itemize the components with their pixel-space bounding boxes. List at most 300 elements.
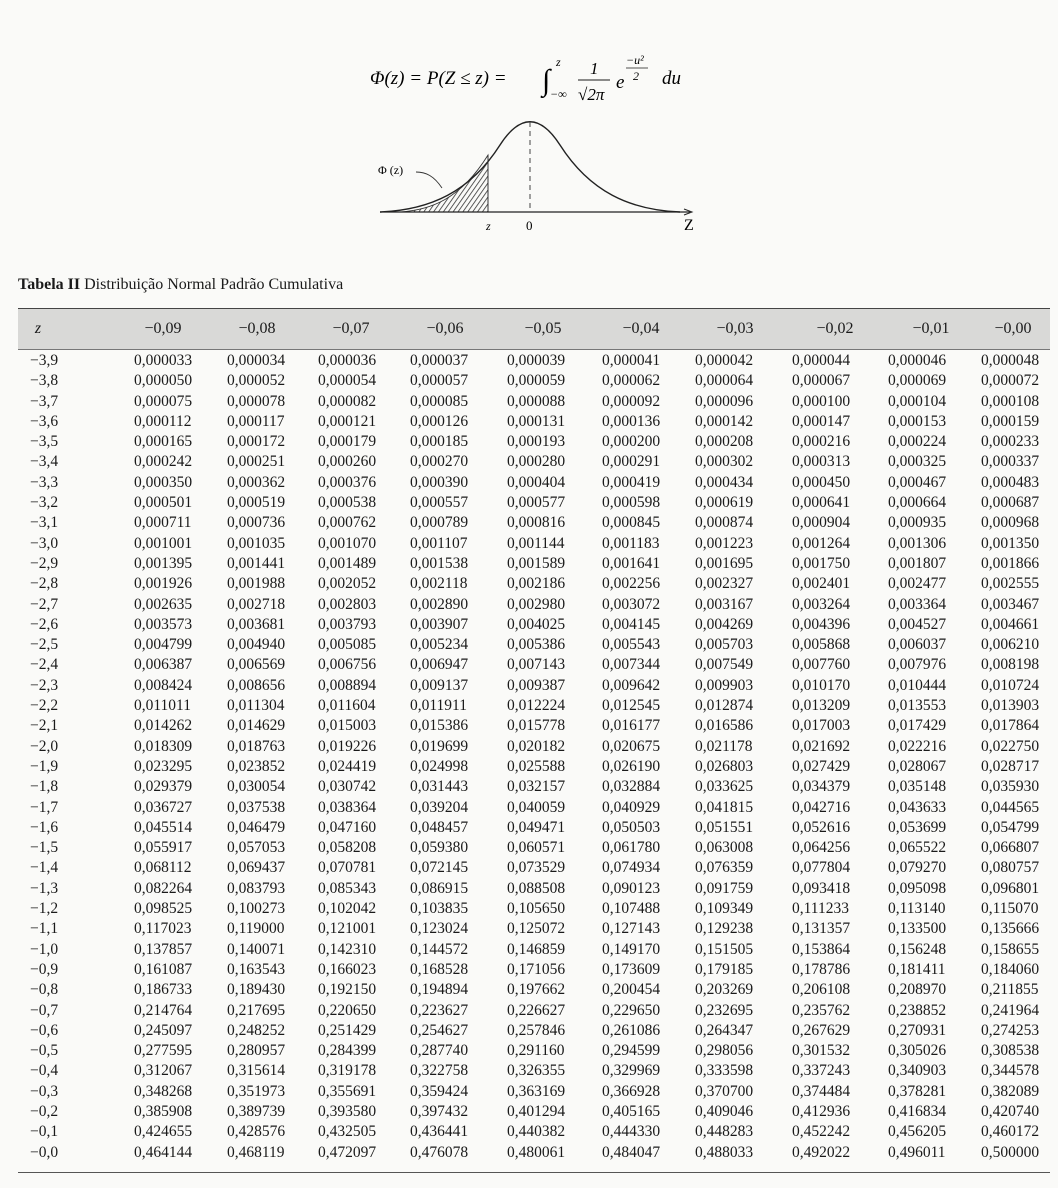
table-cell: 0,008198 <box>981 656 1040 674</box>
exp-numerator: −u² <box>626 53 644 67</box>
table-cell: 0,432505 <box>318 1123 377 1141</box>
table-cell: 0,066807 <box>981 839 1040 857</box>
table-cell: 0,000121 <box>318 412 377 430</box>
table-cell: 0,023852 <box>227 757 286 775</box>
table-cell: 0,298056 <box>695 1042 754 1060</box>
table-cell: 0,006756 <box>318 656 377 674</box>
table-cell: 0,008656 <box>227 676 286 694</box>
table-cell: 0,001695 <box>695 554 754 572</box>
table-row <box>18 819 1050 839</box>
table-cell: 0,000131 <box>507 412 566 430</box>
table-cell: 0,000085 <box>410 392 469 410</box>
table-cell: 0,002118 <box>410 575 468 593</box>
table-cell: 0,006387 <box>134 656 193 674</box>
table-cell: 0,024419 <box>318 757 377 775</box>
table-cell: 0,267629 <box>792 1021 851 1039</box>
table-cell: 0,000153 <box>888 412 947 430</box>
table-cell: 0,016586 <box>695 717 754 735</box>
table-row <box>18 941 1050 961</box>
table-cell: 0,000664 <box>888 494 947 512</box>
table-cell: 0,315614 <box>227 1062 286 1080</box>
exp-base: e <box>616 72 625 93</box>
row-z-value: −2,2 <box>30 697 59 715</box>
table-cell: 0,412936 <box>792 1102 851 1120</box>
row-z-value: −2,3 <box>30 676 59 694</box>
table-cell: 0,088508 <box>507 879 566 897</box>
table-cell: 0,001035 <box>227 534 286 552</box>
row-z-value: −2,4 <box>30 656 59 674</box>
table-cell: 0,140071 <box>227 940 286 958</box>
table-cell: 0,000062 <box>602 372 661 390</box>
table-cell: 0,305026 <box>888 1042 947 1060</box>
bell-curve-svg <box>360 100 720 240</box>
table-cell: 0,028717 <box>981 757 1040 775</box>
table-cell: 0,500000 <box>981 1143 1040 1161</box>
table-cell: 0,029379 <box>134 778 193 796</box>
table-row <box>18 839 1050 859</box>
formula-lhs: Φ(z) = P(Z ≤ z) = <box>370 68 507 89</box>
table-cell: 0,086915 <box>410 879 469 897</box>
table-cell: 0,016177 <box>602 717 661 735</box>
table-cell: 0,156248 <box>888 940 947 958</box>
table-cell: 0,074934 <box>602 859 661 877</box>
table-cell: 0,119000 <box>227 920 285 938</box>
table-row <box>18 1123 1050 1143</box>
table-cell: 0,000434 <box>695 473 754 491</box>
table-cell: 0,000337 <box>981 453 1040 471</box>
table-cell: 0,000072 <box>981 372 1040 390</box>
table-cell: 0,208970 <box>888 981 947 999</box>
table-cell: 0,003793 <box>318 615 377 633</box>
table-cell: 0,000736 <box>227 514 286 532</box>
table-cell: 0,049471 <box>507 818 566 836</box>
table-cell: 0,001183 <box>602 534 660 552</box>
table-cell: 0,000050 <box>134 372 193 390</box>
caption-text: Distribuição Normal Padrão Cumulativa <box>80 276 344 293</box>
table-cell: 0,000117 <box>227 412 285 430</box>
table-cell: 0,044565 <box>981 798 1040 816</box>
table-cell: 0,010724 <box>981 676 1040 694</box>
table-cell: 0,000762 <box>318 514 377 532</box>
table-cell: 0,374484 <box>792 1082 851 1100</box>
table-cell: 0,000037 <box>410 352 469 369</box>
row-z-value: −0,8 <box>30 981 59 999</box>
table-cell: 0,005543 <box>602 636 661 654</box>
table-cell: 0,007143 <box>507 656 566 674</box>
table-cell: 0,000136 <box>602 412 661 430</box>
row-z-value: −3,7 <box>30 392 59 410</box>
table-row <box>18 1144 1050 1164</box>
table-cell: 0,168528 <box>410 960 469 978</box>
table-cell: 0,002477 <box>888 575 947 593</box>
table-cell: 0,000054 <box>318 372 377 390</box>
table-cell: 0,115070 <box>981 900 1039 918</box>
table-cell: 0,004527 <box>888 615 947 633</box>
table-cell: 0,000165 <box>134 433 193 451</box>
table-body <box>18 352 1050 1164</box>
table-cell: 0,077804 <box>792 859 851 877</box>
table-cell: 0,017864 <box>981 717 1040 735</box>
table-cell: 0,220650 <box>318 1001 377 1019</box>
table-cell: 0,033625 <box>695 778 754 796</box>
table-cell: 0,329969 <box>602 1062 661 1080</box>
table-cell: 0,370700 <box>695 1082 754 1100</box>
table-cell: 0,023295 <box>134 757 193 775</box>
table-cell: 0,340903 <box>888 1062 947 1080</box>
table-cell: 0,004799 <box>134 636 193 654</box>
fraction-denominator: √2π <box>578 85 605 104</box>
table-cell: 0,096801 <box>981 879 1040 897</box>
table-cell: 0,420740 <box>981 1102 1040 1120</box>
table-cell: 0,456205 <box>888 1123 947 1141</box>
bell-curve-figure <box>360 100 720 245</box>
row-z-value: −3,9 <box>30 352 59 369</box>
table-cell: 0,000082 <box>318 392 377 410</box>
table-cell: 0,000935 <box>888 514 947 532</box>
table-cell: 0,013209 <box>792 697 851 715</box>
table-cell: 0,001641 <box>602 554 661 572</box>
table-row <box>18 778 1050 798</box>
table-cell: 0,026190 <box>602 757 661 775</box>
row-z-value: −3,0 <box>30 534 59 552</box>
table-cell: 0,186733 <box>134 981 193 999</box>
table-cell: 0,000088 <box>507 392 566 410</box>
table-cell: 0,021178 <box>695 737 753 755</box>
table-cell: 0,000096 <box>695 392 754 410</box>
table-cell: 0,022216 <box>888 737 947 755</box>
table-cell: 0,001001 <box>134 534 193 552</box>
table-cell: 0,001395 <box>134 554 193 572</box>
row-z-value: −1,1 <box>30 920 59 938</box>
table-cell: 0,000390 <box>410 473 469 491</box>
table-cell: 0,004661 <box>981 615 1040 633</box>
axis-label: Z <box>684 217 694 234</box>
table-cell: 0,001926 <box>134 575 193 593</box>
table-cell: 0,003264 <box>792 595 851 613</box>
table-cell: 0,002186 <box>507 575 566 593</box>
table-cell: 0,393580 <box>318 1102 377 1120</box>
table-cell: 0,448283 <box>695 1123 754 1141</box>
row-z-value: −2,5 <box>30 636 59 654</box>
table-cell: 0,001589 <box>507 554 566 572</box>
table-cell: 0,093418 <box>792 879 851 897</box>
table-cell: 0,012224 <box>507 697 566 715</box>
table-cell: 0,178786 <box>792 960 851 978</box>
table-cell: 0,004940 <box>227 636 286 654</box>
column-header: −0,08 <box>238 320 276 337</box>
table-cell: 0,000350 <box>134 473 193 491</box>
table-cell: 0,405165 <box>602 1102 661 1120</box>
table-cell: 0,082264 <box>134 879 193 897</box>
table-cell: 0,037538 <box>227 798 286 816</box>
table-cell: 0,158655 <box>981 940 1040 958</box>
table-cell: 0,351973 <box>227 1082 286 1100</box>
table-cell: 0,003681 <box>227 615 286 633</box>
table-cell: 0,090123 <box>602 879 661 897</box>
table-cell: 0,149170 <box>602 940 661 958</box>
table-cell: 0,181411 <box>888 960 946 978</box>
table-cell: 0,001223 <box>695 534 754 552</box>
table-cell: 0,337243 <box>792 1062 851 1080</box>
table-cell: 0,014629 <box>227 717 286 735</box>
table-cell: 0,280957 <box>227 1042 286 1060</box>
table-cell: 0,194894 <box>410 981 469 999</box>
table-cell: 0,058208 <box>318 839 377 857</box>
table-cell: 0,385908 <box>134 1102 193 1120</box>
table-cell: 0,326355 <box>507 1062 566 1080</box>
table-cell: 0,389739 <box>227 1102 286 1120</box>
table-cell: 0,161087 <box>134 960 193 978</box>
table-cell: 0,017003 <box>792 717 851 735</box>
table-cell: 0,000242 <box>134 453 193 471</box>
table-cell: 0,333598 <box>695 1062 754 1080</box>
table-cell: 0,000577 <box>507 494 566 512</box>
table-cell: 0,109349 <box>695 900 754 918</box>
row-z-value: −1,3 <box>30 879 59 897</box>
table-header <box>18 308 1050 350</box>
table-row <box>18 596 1050 616</box>
table-cell: 0,102042 <box>318 900 377 918</box>
table-cell: 0,359424 <box>410 1082 469 1100</box>
row-z-value: −1,9 <box>30 757 59 775</box>
table-cell: 0,146859 <box>507 940 566 958</box>
table-cell: 0,401294 <box>507 1102 566 1120</box>
table-row <box>18 1002 1050 1022</box>
table-cell: 0,137857 <box>134 940 193 958</box>
table-cell: 0,257846 <box>507 1021 566 1039</box>
table-row <box>18 555 1050 575</box>
table-cell: 0,428576 <box>227 1123 286 1141</box>
table-cell: 0,060571 <box>507 839 566 857</box>
row-z-value: −1,2 <box>30 900 59 918</box>
row-z-value: −3,5 <box>30 433 59 451</box>
table-cell: 0,000078 <box>227 392 286 410</box>
table-row <box>18 352 1050 372</box>
table-cell: 0,001807 <box>888 554 947 572</box>
table-cell: 0,000039 <box>507 352 566 369</box>
column-header: −0,01 <box>912 320 950 337</box>
table-cell: 0,018763 <box>227 737 286 755</box>
table-cell: 0,000483 <box>981 473 1040 491</box>
table-cell: 0,002555 <box>981 575 1040 593</box>
table-cell: 0,005386 <box>507 636 566 654</box>
table-row <box>18 920 1050 940</box>
zero-label: 0 <box>526 218 533 233</box>
table-cell: 0,000251 <box>227 453 286 471</box>
table-cell: 0,073529 <box>507 859 566 877</box>
table-cell: 0,004025 <box>507 615 566 633</box>
table-cell: 0,000362 <box>227 473 286 491</box>
table-row <box>18 981 1050 1001</box>
table-cell: 0,000048 <box>981 352 1040 369</box>
row-z-value: −2,6 <box>30 615 59 633</box>
table-cell: 0,007344 <box>602 656 661 674</box>
table-cell: 0,085343 <box>318 879 377 897</box>
table-cell: 0,000041 <box>602 352 661 369</box>
table-cell: 0,015386 <box>410 717 469 735</box>
table-cell: 0,003573 <box>134 615 193 633</box>
table-cell: 0,034379 <box>792 778 851 796</box>
table-cell: 0,460172 <box>981 1123 1040 1141</box>
table-cell: 0,223627 <box>410 1001 469 1019</box>
table-cell: 0,117023 <box>134 920 192 938</box>
table-cell: 0,468119 <box>227 1143 285 1161</box>
row-z-value: −0,3 <box>30 1082 59 1100</box>
table-cell: 0,000687 <box>981 494 1040 512</box>
table-cell: 0,010170 <box>792 676 851 694</box>
table-cell: 0,005703 <box>695 636 754 654</box>
table-cell: 0,000233 <box>981 433 1040 451</box>
table-cell: 0,000179 <box>318 433 377 451</box>
table-cell: 0,179185 <box>695 960 754 978</box>
table-cell: 0,153864 <box>792 940 851 958</box>
table-cell: 0,001866 <box>981 554 1040 572</box>
table-cell: 0,000172 <box>227 433 286 451</box>
table-cell: 0,027429 <box>792 757 851 775</box>
table-row <box>18 677 1050 697</box>
table-cell: 0,012545 <box>602 697 661 715</box>
row-z-value: −2,1 <box>30 717 59 735</box>
table-row <box>18 697 1050 717</box>
table-cell: 0,019699 <box>410 737 469 755</box>
table-cell: 0,004396 <box>792 615 851 633</box>
table-cell: 0,206108 <box>792 981 851 999</box>
table-cell: 0,000126 <box>410 412 469 430</box>
table-caption <box>18 276 343 294</box>
table-row <box>18 1042 1050 1062</box>
table-cell: 0,144572 <box>410 940 469 958</box>
table-cell: 0,045514 <box>134 818 193 836</box>
table-cell: 0,055917 <box>134 839 193 857</box>
table-cell: 0,091759 <box>695 879 754 897</box>
row-z-value: −0,2 <box>30 1102 59 1120</box>
table-cell: 0,217695 <box>227 1001 286 1019</box>
row-z-value: −0,0 <box>30 1143 59 1161</box>
table-cell: 0,000711 <box>134 514 192 532</box>
table-cell: 0,382089 <box>981 1082 1040 1100</box>
table-row <box>18 961 1050 981</box>
table-cell: 0,000519 <box>227 494 286 512</box>
table-cell: 0,000968 <box>981 514 1040 532</box>
table-row <box>18 656 1050 676</box>
table-row <box>18 494 1050 514</box>
table-cell: 0,068112 <box>134 859 192 877</box>
table-cell: 0,200454 <box>602 981 661 999</box>
row-z-value: −0,4 <box>30 1062 59 1080</box>
table-cell: 0,000376 <box>318 473 377 491</box>
table-cell: 0,001070 <box>318 534 377 552</box>
table-cell: 0,197662 <box>507 981 566 999</box>
table-cell: 0,059380 <box>410 839 469 857</box>
row-z-value: −3,3 <box>30 473 59 491</box>
table-cell: 0,095098 <box>888 879 947 897</box>
table-cell: 0,409046 <box>695 1102 754 1120</box>
table-cell: 0,005868 <box>792 636 851 654</box>
table-cell: 0,008894 <box>318 676 377 694</box>
table-cell: 0,001988 <box>227 575 286 593</box>
table-cell: 0,002401 <box>792 575 851 593</box>
table-cell: 0,238852 <box>888 1001 947 1019</box>
table-cell: 0,480061 <box>507 1143 566 1161</box>
table-cell: 0,173609 <box>602 960 661 978</box>
table-cell: 0,245097 <box>134 1021 193 1039</box>
table-cell: 0,002256 <box>602 575 661 593</box>
table-cell: 0,135666 <box>981 920 1040 938</box>
table-cell: 0,035930 <box>981 778 1040 796</box>
phi-arrow <box>416 172 442 188</box>
table-cell: 0,416834 <box>888 1102 947 1120</box>
table-cell: 0,018309 <box>134 737 193 755</box>
fraction-numerator: 1 <box>590 59 599 78</box>
table-cell: 0,031443 <box>410 778 469 796</box>
table-row <box>18 799 1050 819</box>
table-cell: 0,232695 <box>695 1001 754 1019</box>
table-cell: 0,127143 <box>602 920 661 938</box>
table-cell: 0,003167 <box>695 595 754 613</box>
table-cell: 0,000270 <box>410 453 469 471</box>
table-cell: 0,111233 <box>792 900 849 918</box>
row-z-value: −1,6 <box>30 818 59 836</box>
table-cell: 0,005234 <box>410 636 469 654</box>
table-cell: 0,251429 <box>318 1021 377 1039</box>
table-cell: 0,355691 <box>318 1082 377 1100</box>
row-z-value: −0,9 <box>30 960 59 978</box>
table-cell: 0,001350 <box>981 534 1040 552</box>
table-row <box>18 636 1050 656</box>
table-cell: 0,000208 <box>695 433 754 451</box>
table-cell: 0,011604 <box>318 697 376 715</box>
table-cell: 0,001750 <box>792 554 851 572</box>
table-row <box>18 372 1050 392</box>
table-cell: 0,063008 <box>695 839 754 857</box>
table-cell: 0,113140 <box>888 900 946 918</box>
table-cell: 0,163543 <box>227 960 286 978</box>
table-cell: 0,000046 <box>888 352 947 369</box>
table-cell: 0,241964 <box>981 1001 1040 1019</box>
table-cell: 0,184060 <box>981 960 1040 978</box>
table-cell: 0,203269 <box>695 981 754 999</box>
table-cell: 0,001489 <box>318 554 377 572</box>
table-cell: 0,002980 <box>507 595 566 613</box>
column-header: −0,09 <box>144 320 182 337</box>
row-z-value: −3,2 <box>30 494 59 512</box>
table-cell: 0,009137 <box>410 676 469 694</box>
table-cell: 0,274253 <box>981 1021 1040 1039</box>
table-cell: 0,030054 <box>227 778 286 796</box>
table-cell: 0,052616 <box>792 818 851 836</box>
row-z-value: −3,4 <box>30 453 59 471</box>
row-z-value: −1,5 <box>30 839 59 857</box>
table-cell: 0,019226 <box>318 737 377 755</box>
table-cell: 0,002718 <box>227 595 286 613</box>
table-cell: 0,007760 <box>792 656 851 674</box>
table-cell: 0,291160 <box>507 1042 565 1060</box>
table-cell: 0,000112 <box>134 412 192 430</box>
table-cell: 0,002635 <box>134 595 193 613</box>
table-cell: 0,053699 <box>888 818 947 836</box>
table-cell: 0,397432 <box>410 1102 469 1120</box>
column-header: −0,00 <box>994 320 1032 337</box>
table-row <box>18 514 1050 534</box>
table-cell: 0,000075 <box>134 392 193 410</box>
table-cell: 0,041815 <box>695 798 754 816</box>
table-cell: 0,496011 <box>888 1143 946 1161</box>
table-cell: 0,319178 <box>318 1062 377 1080</box>
table-cell: 0,001107 <box>410 534 468 552</box>
table-cell: 0,051551 <box>695 818 754 836</box>
table-cell: 0,000052 <box>227 372 286 390</box>
table-cell: 0,270931 <box>888 1021 947 1039</box>
